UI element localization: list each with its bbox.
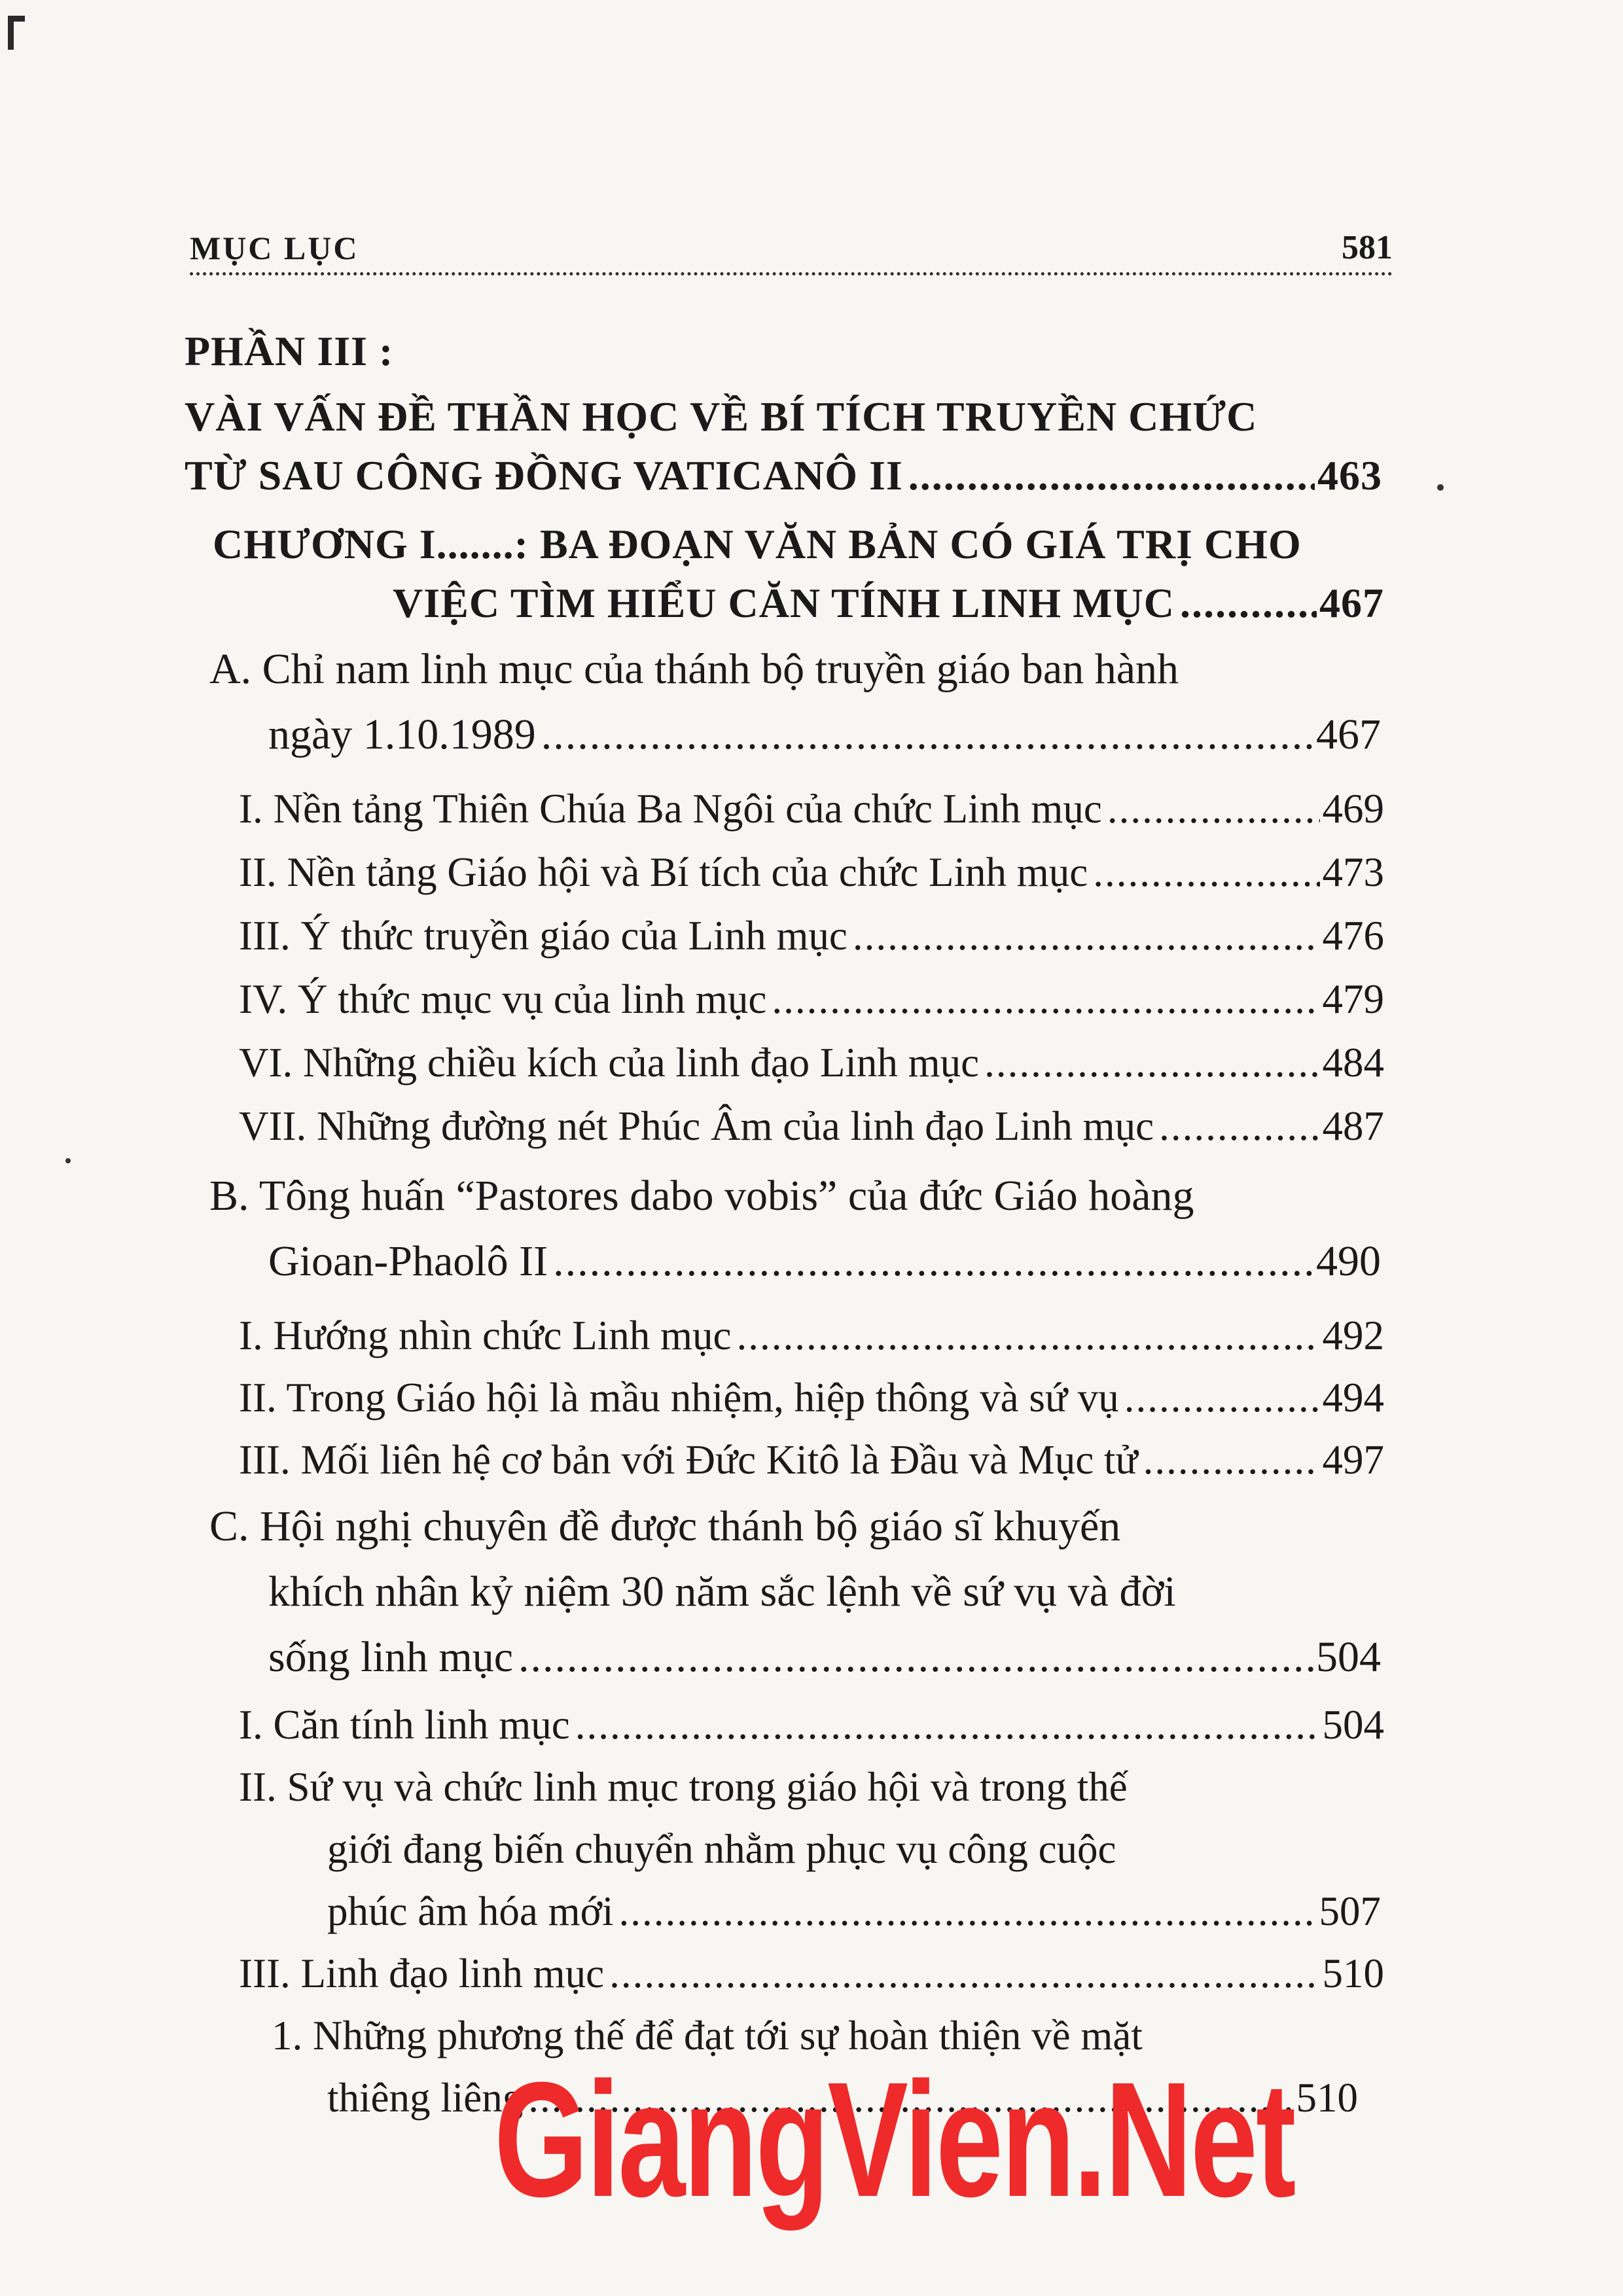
leader-dots xyxy=(575,1701,1320,1749)
section-a-title-line-1 xyxy=(209,645,1387,710)
leader-dots xyxy=(609,1950,1319,1998)
leader-dots xyxy=(1143,1436,1320,1484)
toc-page: 510 xyxy=(1322,1951,1384,1996)
part-title-1: VÀI VẤN ĐỀ THẦN HỌC VỀ BÍ TÍCH TRUYỀN CHỨC xyxy=(185,393,1258,440)
toc-entry-c-1: I. Căn tính linh mục ..... 504 xyxy=(239,1701,1384,1767)
leader-dots xyxy=(518,1633,1313,1682)
toc-page: 467 xyxy=(1319,580,1384,626)
part-title-line-1 xyxy=(185,393,1382,458)
scan-speck xyxy=(1437,484,1444,491)
toc-page: 490 xyxy=(1316,1237,1381,1285)
toc-entry-a-3: III. Ý thức truyền giáo của Linh mục ..... 476 xyxy=(239,912,1384,978)
watermark-logo: GiangVien.Net xyxy=(494,2048,1294,2231)
part-label-line xyxy=(185,327,1382,393)
chapter-title-line-1 xyxy=(213,520,1384,586)
toc-page: 497 xyxy=(1322,1437,1384,1483)
toc-entry-a-6: VII. Những đường nét Phúc Âm của linh đạo Linh mục ..... 487 xyxy=(239,1103,1384,1168)
toc-page: 507 xyxy=(1319,1888,1381,1934)
corner-crop-mark xyxy=(8,16,25,50)
toc-page: 510 xyxy=(1296,2075,1358,2121)
toc-page: 463 xyxy=(1317,452,1382,499)
leader-dots xyxy=(553,1237,1313,1286)
toc-entry-section-a xyxy=(268,710,1381,775)
chapter-title-2: VIỆC TÌM HIỂU CĂN TÍNH LINH MỤC xyxy=(393,580,1175,626)
chapter-title-1: CHƯƠNG I.......: BA ĐOẠN VĂN BẢN CÓ GIÁ TRỊ CHO xyxy=(213,521,1302,567)
toc-entry-section-c xyxy=(268,1633,1381,1698)
page-number: 581 xyxy=(1342,229,1393,266)
toc-entry-a-1: I. Nền tảng Thiên Chúa Ba Ngôi của chức Linh mục ..... 469 xyxy=(239,785,1384,851)
toc-entry-b-2: II. Trong Giáo hội là mầu nhiệm, hiệp thông và sứ vụ ..... 494 xyxy=(239,1374,1384,1439)
toc-entry-c-2-line-2: giới đang biến chuyển nhằm phục vụ công cuộc xyxy=(327,1826,1116,1872)
toc-page: 469 xyxy=(1322,786,1384,832)
leader-dots xyxy=(736,1312,1319,1360)
section-b-title-1: B. Tông huấn “Pastores dabo vobis” của đức Giáo hoàng xyxy=(209,1172,1194,1220)
toc-page: 492 xyxy=(1322,1313,1384,1358)
leader-dots xyxy=(908,451,1315,500)
toc-entry-b-1: I. Hướng nhìn chức Linh mục ..... 492 xyxy=(239,1312,1384,1377)
section-c-title-line-2 xyxy=(268,1567,1381,1633)
toc-entry-c-3: III. Linh đạo linh mục ..... 510 xyxy=(239,1950,1384,2015)
toc-page: 467 xyxy=(1316,711,1381,758)
toc-page: 479 xyxy=(1322,976,1384,1022)
section-c-title-line-1 xyxy=(209,1502,1387,1567)
toc-page: 473 xyxy=(1322,849,1384,895)
toc-entry-a-4: IV. Ý thức mục vụ của linh mục ..... 479 xyxy=(239,976,1384,1041)
leader-dots xyxy=(618,1888,1316,1935)
section-c-title-1: C. Hội nghị chuyên đề được thánh bộ giáo sĩ khuyến xyxy=(209,1502,1121,1550)
toc-page: 484 xyxy=(1322,1040,1384,1086)
leader-dots xyxy=(853,912,1320,960)
leader-dots xyxy=(1124,1374,1320,1422)
running-head xyxy=(190,220,1393,275)
section-c-title-3: sống linh mục xyxy=(268,1633,513,1681)
toc-entry-c-4: thiêng liêng ..... 510 xyxy=(327,2074,1358,2140)
leader-dots xyxy=(541,710,1313,760)
toc-entry-c-2: phúc âm hóa mới ..... 507 xyxy=(327,1888,1381,1953)
leader-dots xyxy=(984,1039,1319,1087)
toc-entry-c-4-line-1: 1. Những phương thế để đạt tới sự hoàn thiện về mặt xyxy=(272,2013,1143,2058)
toc-entry-a-2: II. Nền tảng Giáo hội và Bí tích của chức Linh mục ..... 473 xyxy=(239,849,1384,914)
part-title-2: TỪ SAU CÔNG ĐỒNG VATICANÔ II xyxy=(185,452,903,499)
section-b-title-line-1 xyxy=(209,1171,1387,1237)
toc-page: 487 xyxy=(1322,1103,1384,1149)
leader-dots xyxy=(1180,579,1317,627)
toc-entry-section-b xyxy=(268,1237,1381,1302)
scan-speck xyxy=(65,1158,71,1163)
section-c-title-2: khích nhân kỷ niệm 30 năm sắc lệnh về sứ vụ và đời xyxy=(268,1568,1176,1616)
leader-dots xyxy=(1093,849,1319,896)
toc-page: 494 xyxy=(1322,1375,1384,1421)
leader-dots xyxy=(1159,1103,1319,1150)
toc-entry-chapter-i xyxy=(393,579,1384,645)
section-a-title-2: ngày 1.10.1989 xyxy=(268,711,536,758)
section-a-title-1: A. Chỉ nam linh mục của thánh bộ truyền giáo ban hành xyxy=(209,645,1179,693)
leader-dots xyxy=(1107,785,1320,833)
toc-entry-a-5: VI. Những chiều kích của linh đạo Linh mục ..... 484 xyxy=(239,1039,1384,1104)
leader-dots xyxy=(772,976,1319,1023)
toc-entry-c-2-line-1: II. Sứ vụ và chức linh mục trong giáo hội và trong thế xyxy=(239,1764,1128,1810)
toc-page: 476 xyxy=(1322,913,1384,959)
toc-entry-b-3: III. Mối liên hệ cơ bản với Đức Kitô là Đầu và Mục tử ..... 497 xyxy=(239,1436,1384,1502)
part-label: PHẦN III : xyxy=(185,328,394,374)
running-head-title: MỤC LỤC xyxy=(190,230,359,266)
toc-page: 504 xyxy=(1316,1633,1381,1681)
toc-page: 504 xyxy=(1322,1702,1384,1748)
toc-entry-part-iii xyxy=(185,451,1382,517)
section-b-title-2: Gioan-Phaolô II xyxy=(268,1237,548,1285)
